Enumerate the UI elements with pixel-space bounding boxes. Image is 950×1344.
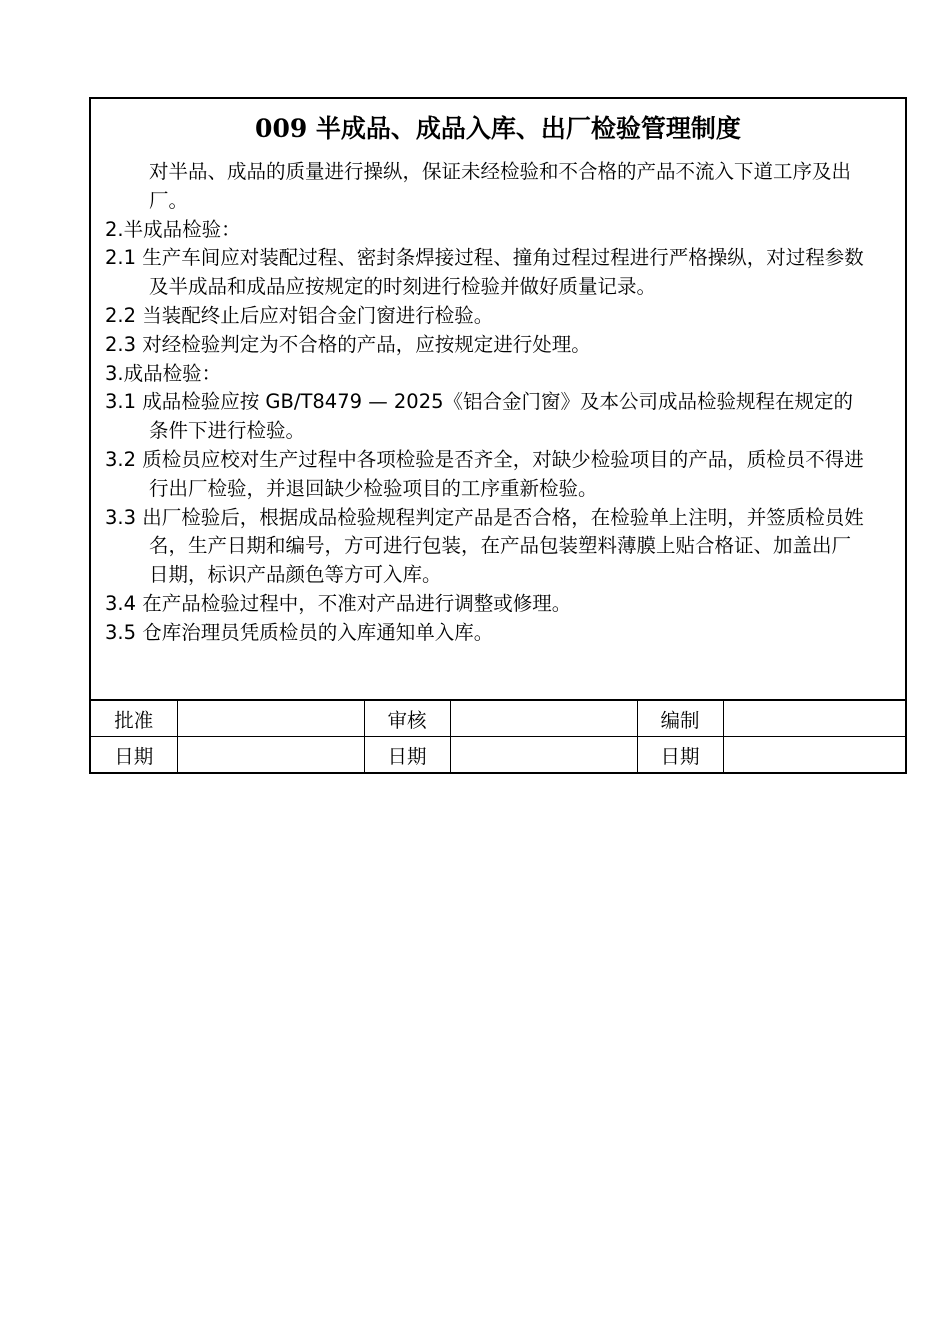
document-title: 009 半成品、成品入库、出厂检验管理制度: [255, 114, 741, 143]
clause-3-4: 3.4 在产品检验过程中，不准对产品进行调整或修理。: [105, 591, 572, 615]
clause-2-3: 2.3 对经检验判定为不合格的产品，应按规定进行处理。: [105, 332, 591, 356]
clause-3-1: 3.1 成品检验应按 GB/T8479 — 2025《铝合金门窗》及本公司成品检验规程在规定的条件下进行检验。: [105, 390, 854, 443]
review-field[interactable]: [450, 700, 637, 737]
clause-3-2: 3.2 质检员应校对生产过程中各项检验是否齐全，对缺少检验项目的产品，质检员不得进行出厂检验，并退回缺少检验项目的工序重新检验。: [105, 447, 864, 500]
review-date-field[interactable]: [450, 737, 637, 773]
section-heading-semi-finished: 2.半成品检验：: [105, 217, 241, 241]
prepare-date-field[interactable]: [723, 737, 905, 773]
document-body: [105, 158, 869, 648]
document-frame: [89, 97, 907, 774]
approve-date-field[interactable]: [177, 737, 364, 773]
clause-3-3: 3.3 出厂检验后，根据成品检验规程判定产品是否合格，在检验单上注明，并签质检员姓名，生产日期和编号，方可进行包装，在产品包装塑料薄膜上贴合格证、加盖出厂日期，标识产品颜色等方可入库。: [105, 505, 864, 587]
clause-3-5: 3.5 仓库治理员凭质检员的入库通知单入库。: [105, 620, 494, 644]
signoff-row-names: [91, 700, 905, 737]
approve-field[interactable]: [177, 700, 364, 737]
clause-2-2: 2.2 当装配终止后应对铝合金门窗进行检验。: [105, 303, 494, 327]
clause-2-1: 2.1 生产车间应对装配过程、密封条焊接过程、撞角过程过程进行严格操纵，对过程参数及半成品和成品应按规定的时刻进行检验并做好质量记录。: [105, 246, 864, 299]
signoff-table: [91, 699, 905, 772]
section-heading-finished: 3.成品检验：: [105, 361, 222, 385]
prepare-field[interactable]: [723, 700, 905, 737]
review-date-label: 日期: [364, 737, 450, 773]
review-label: 审核: [364, 700, 450, 737]
prepare-date-label: 日期: [637, 737, 723, 773]
signoff-row-dates: [91, 737, 905, 773]
approve-label: 批准: [91, 700, 177, 737]
prepare-label: 编制: [637, 700, 723, 737]
intro-paragraph: 对半品、成品的质量进行操纵，保证未经检验和不合格的产品不流入下道工序及出厂。: [149, 160, 852, 212]
approve-date-label: 日期: [91, 737, 177, 773]
